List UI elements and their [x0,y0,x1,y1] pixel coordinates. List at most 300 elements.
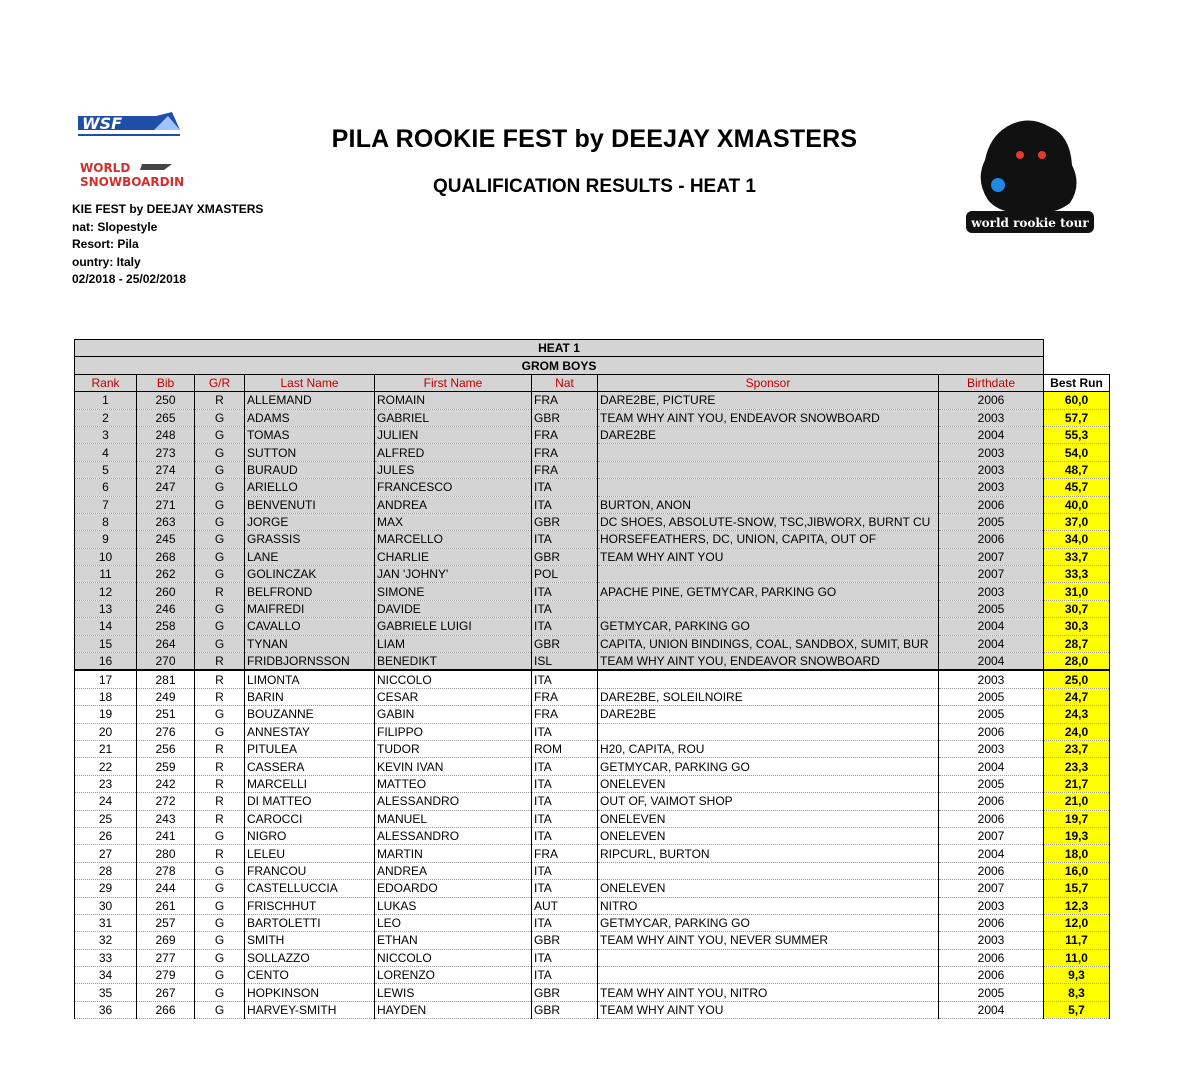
cell-gr: R [195,583,245,600]
cell-best-run: 31,0 [1044,583,1110,600]
cell-gr: R [195,670,245,688]
cell-bib: 265 [137,409,195,426]
cell-sponsor: DARE2BE [598,426,939,443]
cell-first-name: DAVIDE [375,600,532,617]
cell-best-run: 48,7 [1044,461,1110,478]
table-row [75,897,1110,914]
cell-birthdate: 2004 [939,618,1044,635]
cell-nat: FRA [532,845,598,862]
col-gr: G/R [195,374,245,391]
cell-bib: 245 [137,531,195,548]
cell-last-name: BARIN [245,688,375,705]
cell-birthdate: 2006 [939,496,1044,513]
cell-sponsor: GETMYCAR, PARKING GO [598,618,939,635]
table-row [75,740,1110,757]
cell-gr: G [195,880,245,897]
cell-best-run: 23,3 [1044,758,1110,775]
cell-sponsor: GETMYCAR, PARKING GO [598,914,939,931]
cell-bib: 271 [137,496,195,513]
cell-gr: G [195,548,245,565]
heat-label: HEAT 1 [75,340,1044,357]
cell-rank: 16 [75,653,137,671]
cell-best-run: 12,0 [1044,914,1110,931]
cell-best-run: 40,0 [1044,496,1110,513]
cell-sponsor: ONELEVEN [598,880,939,897]
cell-sponsor: DARE2BE, SOLEILNOIRE [598,688,939,705]
cell-gr: G [195,723,245,740]
cell-gr: R [195,740,245,757]
cell-sponsor: TEAM WHY AINT YOU, ENDEAVOR SNOWBOARD [598,653,939,671]
cell-nat: FRA [532,426,598,443]
cell-sponsor: DARE2BE, PICTURE [598,392,939,409]
cell-nat: FRA [532,688,598,705]
cell-last-name: TYNAN [245,635,375,652]
cell-rank: 18 [75,688,137,705]
cell-last-name: BENVENUTI [245,496,375,513]
cell-rank: 2 [75,409,137,426]
cell-nat: GBR [532,984,598,1001]
cell-first-name: MARTIN [375,845,532,862]
cell-sponsor [598,444,939,461]
cell-sponsor [598,670,939,688]
cell-sponsor: DARE2BE [598,706,939,723]
table-row [75,967,1110,984]
col-birthdate: Birthdate [939,374,1044,391]
table-row [75,880,1110,897]
table-row [75,653,1110,671]
cell-birthdate: 2003 [939,479,1044,496]
table-row [75,479,1110,496]
table-row [75,1001,1110,1018]
cell-nat: ITA [532,793,598,810]
table-row [75,706,1110,723]
event-resort: Resort: Pila [72,237,139,251]
cell-first-name: FRANCESCO [375,479,532,496]
cell-best-run: 11,7 [1044,932,1110,949]
table-row [75,600,1110,617]
table-row [75,566,1110,583]
cell-birthdate: 2003 [939,583,1044,600]
cell-nat: POL [532,566,598,583]
cell-gr: R [195,688,245,705]
ws-logo-line1: WORLD [80,161,131,175]
cell-sponsor: DC SHOES, ABSOLUTE-SNOW, TSC,JIBWORX, BURNT CU [598,513,939,530]
cell-nat: ITA [532,810,598,827]
cell-first-name: HAYDEN [375,1001,532,1018]
cell-bib: 269 [137,932,195,949]
cell-nat: FRA [532,461,598,478]
cell-rank: 20 [75,723,137,740]
cell-gr: G [195,967,245,984]
cell-last-name: SUTTON [245,444,375,461]
cell-sponsor [598,566,939,583]
cell-sponsor [598,723,939,740]
cell-birthdate: 2005 [939,706,1044,723]
table-row [75,444,1110,461]
results-body [75,392,1110,1019]
cell-best-run: 25,0 [1044,670,1110,688]
cell-gr: G [195,862,245,879]
table-row [75,548,1110,565]
cell-rank: 1 [75,392,137,409]
cell-birthdate: 2004 [939,845,1044,862]
table-row [75,758,1110,775]
cell-nat: AUT [532,897,598,914]
cell-last-name: CAROCCI [245,810,375,827]
cell-rank: 31 [75,914,137,931]
cell-rank: 10 [75,548,137,565]
cell-rank: 3 [75,426,137,443]
cell-sponsor: ONELEVEN [598,775,939,792]
cell-best-run: 11,0 [1044,949,1110,966]
cell-birthdate: 2006 [939,949,1044,966]
cell-last-name: ADAMS [245,409,375,426]
table-row [75,618,1110,635]
cell-gr: G [195,618,245,635]
cell-birthdate: 2005 [939,775,1044,792]
cell-gr: R [195,845,245,862]
cell-bib: 262 [137,566,195,583]
cell-sponsor [598,862,939,879]
cell-birthdate: 2004 [939,635,1044,652]
cell-first-name: NICCOLO [375,670,532,688]
table-row [75,409,1110,426]
table-row [75,392,1110,409]
table-row [75,461,1110,478]
category-label: GROM BOYS [75,357,1044,374]
cell-gr: G [195,409,245,426]
cell-gr: G [195,600,245,617]
cell-birthdate: 2006 [939,914,1044,931]
cell-bib: 260 [137,583,195,600]
cell-bib: 244 [137,880,195,897]
cell-bib: 268 [137,548,195,565]
cell-birthdate: 2005 [939,688,1044,705]
cell-nat: ITA [532,880,598,897]
cell-last-name: TOMAS [245,426,375,443]
cell-best-run: 45,7 [1044,479,1110,496]
cell-rank: 15 [75,635,137,652]
cell-bib: 243 [137,810,195,827]
cell-rank: 25 [75,810,137,827]
cell-last-name: HARVEY-SMITH [245,1001,375,1018]
cell-rank: 12 [75,583,137,600]
cell-birthdate: 2005 [939,984,1044,1001]
cell-nat: ITA [532,775,598,792]
cell-first-name: ALFRED [375,444,532,461]
cell-rank: 28 [75,862,137,879]
cell-last-name: MAIFREDI [245,600,375,617]
cell-rank: 17 [75,670,137,688]
table-row [75,862,1110,879]
cell-bib: 246 [137,600,195,617]
cell-last-name: SMITH [245,932,375,949]
cell-best-run: 9,3 [1044,967,1110,984]
event-format: nat: Slopestyle [72,219,158,234]
cell-birthdate: 2006 [939,967,1044,984]
cell-best-run: 33,7 [1044,548,1110,565]
cell-last-name: BURAUD [245,461,375,478]
cell-last-name: LELEU [245,845,375,862]
event-info [72,201,263,289]
cell-first-name: JULES [375,461,532,478]
cell-sponsor: TEAM WHY AINT YOU, NITRO [598,984,939,1001]
cell-bib: 270 [137,653,195,671]
cell-last-name: LANE [245,548,375,565]
cell-nat: ITA [532,531,598,548]
tour-logo-text: world rookie tour [971,216,1089,230]
heat-row [75,340,1110,357]
cell-sponsor: RIPCURL, BURTON [598,845,939,862]
cell-gr: G [195,706,245,723]
cell-sponsor [598,967,939,984]
cell-last-name: FRISCHHUT [245,897,375,914]
cell-last-name: PITULEA [245,740,375,757]
cell-sponsor: CAPITA, UNION BINDINGS, COAL, SANDBOX, SUMIT, BUR [598,635,939,652]
cell-first-name: ETHAN [375,932,532,949]
cell-rank: 11 [75,566,137,583]
table-row [75,496,1110,513]
cell-last-name: JORGE [245,513,375,530]
cell-birthdate: 2006 [939,793,1044,810]
cell-first-name: ANDREA [375,862,532,879]
cell-bib: 263 [137,513,195,530]
cell-first-name: CHARLIE [375,548,532,565]
cell-gr: G [195,897,245,914]
cell-nat: ITA [532,496,598,513]
cell-bib: 259 [137,758,195,775]
cell-first-name: CESAR [375,688,532,705]
cell-gr: R [195,392,245,409]
cell-first-name: MAX [375,513,532,530]
cell-first-name: JAN 'JOHNY' [375,566,532,583]
cell-last-name: NIGRO [245,827,375,844]
cell-best-run: 24,3 [1044,706,1110,723]
cell-birthdate: 2003 [939,932,1044,949]
cell-gr: G [195,426,245,443]
cell-first-name: LEWIS [375,984,532,1001]
cell-best-run: 21,0 [1044,793,1110,810]
cell-sponsor: TEAM WHY AINT YOU, ENDEAVOR SNOWBOARD [598,409,939,426]
cell-sponsor: TEAM WHY AINT YOU, NEVER SUMMER [598,932,939,949]
table-row [75,670,1110,688]
cell-best-run: 33,3 [1044,566,1110,583]
table-row [75,775,1110,792]
cell-best-run: 57,7 [1044,409,1110,426]
cell-nat: ITA [532,723,598,740]
cell-gr: G [195,531,245,548]
cell-sponsor: NITRO [598,897,939,914]
cell-gr: R [195,758,245,775]
cell-last-name: MARCELLI [245,775,375,792]
cell-bib: 261 [137,897,195,914]
cell-nat: GBR [532,513,598,530]
cell-best-run: 37,0 [1044,513,1110,530]
cell-rank: 9 [75,531,137,548]
cell-rank: 19 [75,706,137,723]
cell-last-name: BELFROND [245,583,375,600]
cell-bib: 251 [137,706,195,723]
cell-best-run: 54,0 [1044,444,1110,461]
col-nat: Nat [532,374,598,391]
cell-birthdate: 2007 [939,827,1044,844]
cell-first-name: ROMAIN [375,392,532,409]
cell-nat: ITA [532,479,598,496]
cell-nat: ITA [532,758,598,775]
cell-last-name: CAVALLO [245,618,375,635]
cell-birthdate: 2006 [939,392,1044,409]
cell-birthdate: 2006 [939,810,1044,827]
cell-sponsor: OUT OF, VAIMOT SHOP [598,793,939,810]
cell-best-run: 28,7 [1044,635,1110,652]
cell-gr: G [195,914,245,931]
cell-birthdate: 2004 [939,758,1044,775]
cell-rank: 32 [75,932,137,949]
cell-best-run: 34,0 [1044,531,1110,548]
col-last-name: Last Name [245,374,375,391]
cell-rank: 35 [75,984,137,1001]
table-row [75,845,1110,862]
table-row [75,914,1110,931]
cell-best-run: 30,7 [1044,600,1110,617]
cell-best-run: 12,3 [1044,897,1110,914]
cell-best-run: 30,3 [1044,618,1110,635]
cell-nat: FRA [532,444,598,461]
table-row [75,583,1110,600]
cell-nat: ITA [532,583,598,600]
cell-first-name: ANDREA [375,496,532,513]
cell-bib: 279 [137,967,195,984]
cell-birthdate: 2004 [939,426,1044,443]
cell-first-name: ALESSANDRO [375,827,532,844]
cell-bib: 277 [137,949,195,966]
cell-bib: 273 [137,444,195,461]
cell-best-run: 55,3 [1044,426,1110,443]
col-sponsor: Sponsor [598,374,939,391]
table-row [75,793,1110,810]
cell-rank: 21 [75,740,137,757]
cell-bib: 266 [137,1001,195,1018]
cell-rank: 4 [75,444,137,461]
cell-bib: 242 [137,775,195,792]
cell-gr: G [195,496,245,513]
cell-sponsor: ONELEVEN [598,810,939,827]
cell-birthdate: 2003 [939,670,1044,688]
cell-bib: 274 [137,461,195,478]
cell-last-name: GOLINCZAK [245,566,375,583]
cell-last-name: CENTO [245,967,375,984]
cell-last-name: ANNESTAY [245,723,375,740]
cell-gr: G [195,566,245,583]
cell-nat: FRA [532,392,598,409]
cell-best-run: 19,3 [1044,827,1110,844]
cell-nat: ITA [532,967,598,984]
cell-sponsor [598,461,939,478]
cell-bib: 276 [137,723,195,740]
cell-birthdate: 2003 [939,897,1044,914]
cell-nat: ITA [532,618,598,635]
col-bib: Bib [137,374,195,391]
cell-birthdate: 2006 [939,862,1044,879]
page-title: PILA ROOKIE FEST by DEEJAY XMASTERS [331,125,858,153]
cell-sponsor: H20, CAPITA, ROU [598,740,939,757]
cell-best-run: 15,7 [1044,880,1110,897]
cell-birthdate: 2007 [939,548,1044,565]
cell-birthdate: 2005 [939,513,1044,530]
cell-birthdate: 2007 [939,566,1044,583]
cell-best-run: 60,0 [1044,392,1110,409]
cell-birthdate: 2003 [939,444,1044,461]
cell-first-name: GABRIELE LUIGI [375,618,532,635]
cell-last-name: SOLLAZZO [245,949,375,966]
cell-gr: R [195,793,245,810]
cell-bib: 256 [137,740,195,757]
cell-rank: 8 [75,513,137,530]
cell-birthdate: 2005 [939,600,1044,617]
wsf-logo-text: WSF [82,114,123,133]
results-table [74,339,1110,1019]
cell-last-name: CASSERA [245,758,375,775]
cell-first-name: ALESSANDRO [375,793,532,810]
cell-last-name: FRANCOU [245,862,375,879]
table-row [75,688,1110,705]
table-row [75,949,1110,966]
cell-rank: 23 [75,775,137,792]
cell-nat: GBR [532,548,598,565]
cell-bib: 280 [137,845,195,862]
cell-sponsor [598,949,939,966]
table-row [75,531,1110,548]
cell-first-name: SIMONE [375,583,532,600]
cell-first-name: GABRIEL [375,409,532,426]
cell-rank: 34 [75,967,137,984]
cell-nat: ITA [532,862,598,879]
cell-nat: ROM [532,740,598,757]
cell-birthdate: 2004 [939,653,1044,671]
table-row [75,827,1110,844]
cell-rank: 6 [75,479,137,496]
cell-bib: 247 [137,479,195,496]
cell-first-name: LIAM [375,635,532,652]
cell-best-run: 8,3 [1044,984,1110,1001]
cell-sponsor: TEAM WHY AINT YOU [598,1001,939,1018]
cell-first-name: EDOARDO [375,880,532,897]
ws-logo-line2: SNOWBOARDING [80,175,184,189]
cell-first-name: MATTEO [375,775,532,792]
col-best-run: Best Run [1044,374,1110,391]
cell-rank: 26 [75,827,137,844]
cell-sponsor [598,600,939,617]
cell-bib: 272 [137,793,195,810]
column-header-row [75,374,1110,391]
page-subtitle: QUALIFICATION RESULTS - HEAT 1 [433,176,756,197]
cell-first-name: BENEDIKT [375,653,532,671]
cell-sponsor: TEAM WHY AINT YOU [598,548,939,565]
cell-nat: ITA [532,600,598,617]
table-row [75,984,1110,1001]
cell-nat: ITA [532,827,598,844]
cell-best-run: 21,7 [1044,775,1110,792]
cell-bib: 241 [137,827,195,844]
cell-bib: 249 [137,688,195,705]
cell-gr: R [195,775,245,792]
cell-bib: 267 [137,984,195,1001]
cell-best-run: 28,0 [1044,653,1110,671]
cell-best-run: 18,0 [1044,845,1110,862]
cell-last-name: GRASSIS [245,531,375,548]
cell-rank: 33 [75,949,137,966]
cell-sponsor: HORSEFEATHERS, DC, UNION, CAPITA, OUT OF [598,531,939,548]
